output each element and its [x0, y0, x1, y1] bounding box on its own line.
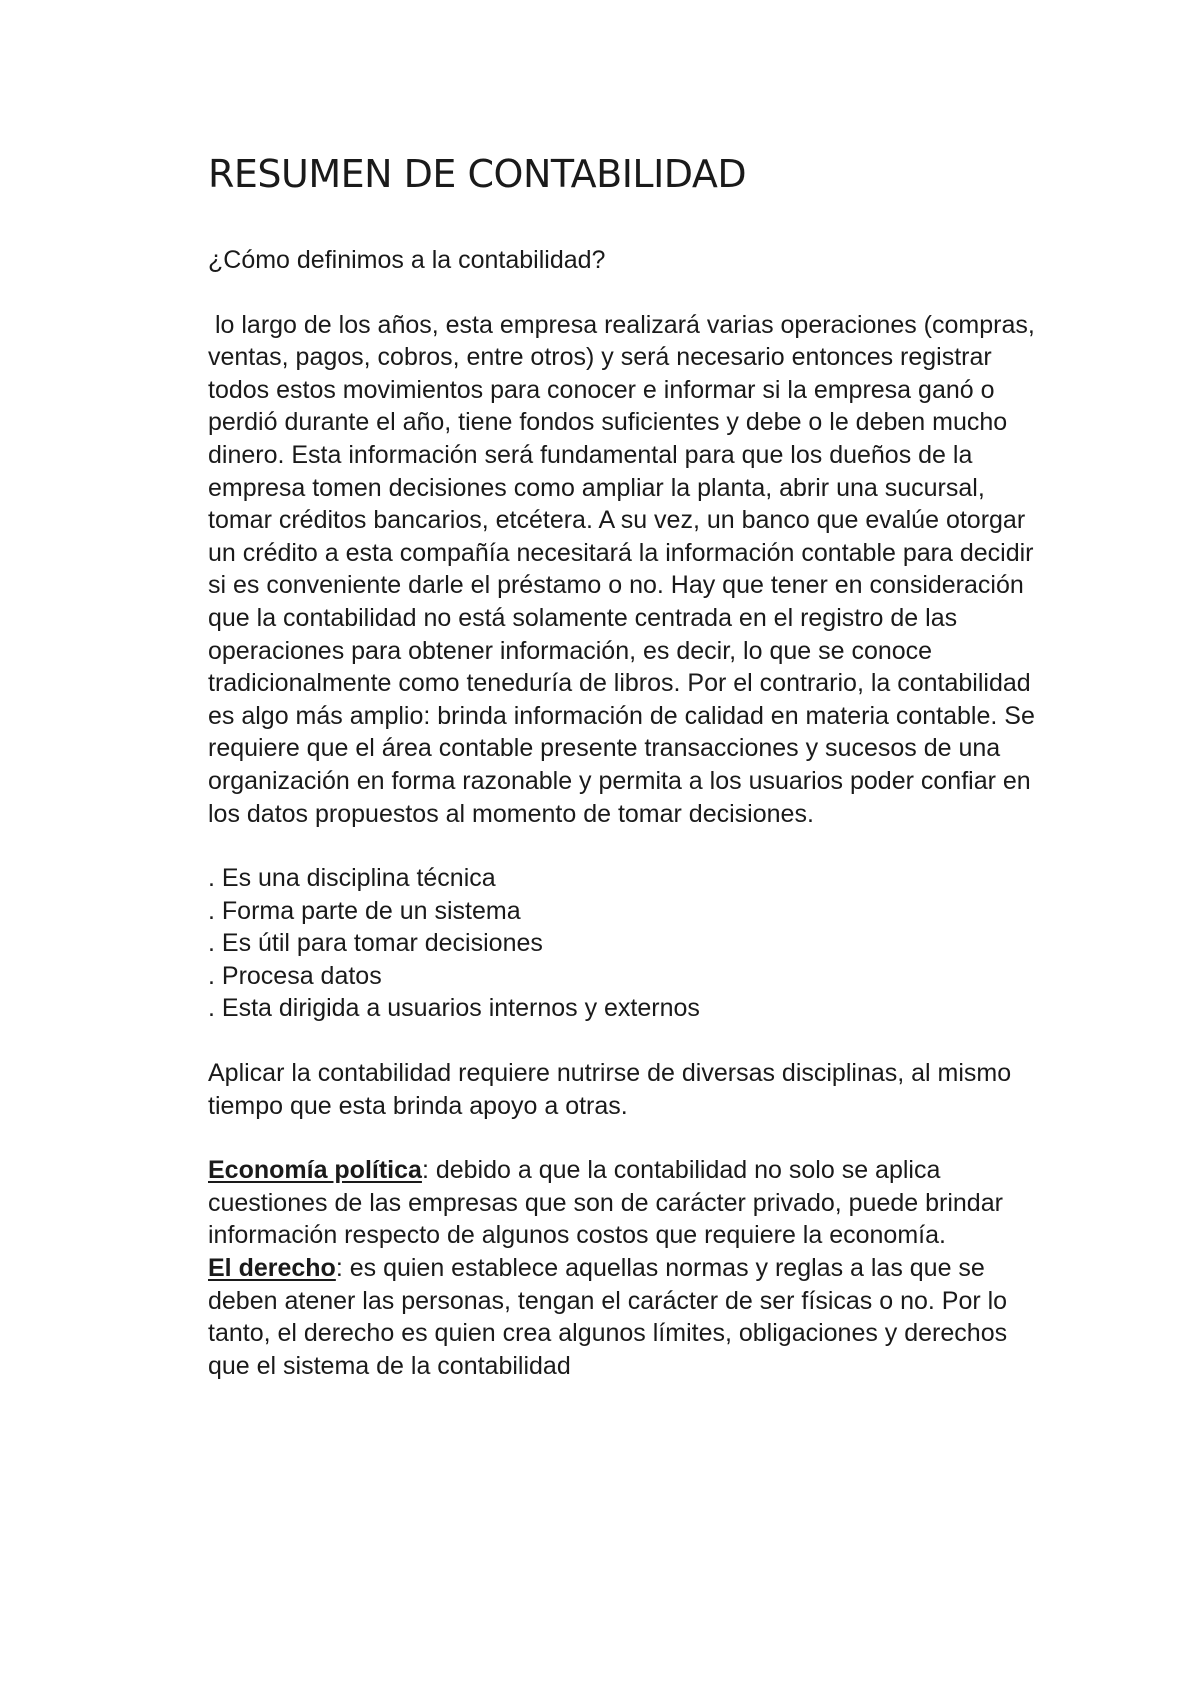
discipline-text: : es quien establece aquellas normas y reglas a las que se deben atener las personas, tengan el carácter de ser físicas o no. Por lo tanto, el derecho es quien crea algunos límites, obligaciones y derechos que el sistema de la contabilidad	[208, 1254, 1008, 1380]
discipline-term: El derecho	[208, 1254, 336, 1283]
intro-paragraph: lo largo de los años, esta empresa realizará varias operaciones (compras, ventas, pagos, cobros, entre otros) y será necesario entonces registrar todos estos movimientos para conocer e informar si la empresa ganó o perdió durante el año, tiene fondos suficientes y debe o le deben mucho dinero. Esta información será fundamental para que los dueños de la empresa tomen decisiones como ampliar la planta, abrir una sucursal, tomar créditos bancarios, etcétera. A su vez, un banco que evalúe otorgar un crédito a esta compañía necesitará la información contable para decidir si es conveniente darle el préstamo o no. Hay que tener en consideración que la contabilidad no está solamente centrada en el registro de las operaciones para obtener información, es decir, lo que se conoce tradicionalmente como teneduría de libros. Por el contrario, la contabilidad es algo más amplio: brinda información de calidad en materia contable. Se requiere que el área contable presente transacciones y sucesos de una organización en forma razonable y permita a los usuarios poder confiar en los datos propuestos al momento de tomar decisiones.	[208, 310, 1042, 828]
characteristics-list	[208, 862, 1038, 1025]
document-title: RESUMEN DE CONTABILIDAD	[208, 152, 747, 196]
discipline-economia	[208, 1154, 1038, 1252]
discipline-term: Economía política	[208, 1156, 422, 1185]
list-item: . Forma parte de un sistema	[208, 896, 521, 925]
document-content	[208, 150, 1042, 1382]
list-item: . Es útil para tomar decisiones	[208, 929, 543, 958]
list-item: . Es una disciplina técnica	[208, 864, 496, 893]
discipline-derecho	[208, 1252, 1038, 1382]
discipline-text: : debido a que la contabilidad no solo se aplica cuestiones de las empresas que son de carácter privado, puede brindar información respecto de algunos costos que requiere la economía.	[208, 1156, 1003, 1250]
disciplines-intro: Aplicar la contabilidad requiere nutrirse de diversas disciplinas, al mismo tiempo que esta brinda apoyo a otras.	[208, 1059, 1012, 1120]
list-item: . Procesa datos	[208, 961, 382, 990]
section-question: ¿Cómo definimos a la contabilidad?	[208, 246, 606, 274]
list-item: . Esta dirigida a usuarios internos y externos	[208, 994, 700, 1023]
